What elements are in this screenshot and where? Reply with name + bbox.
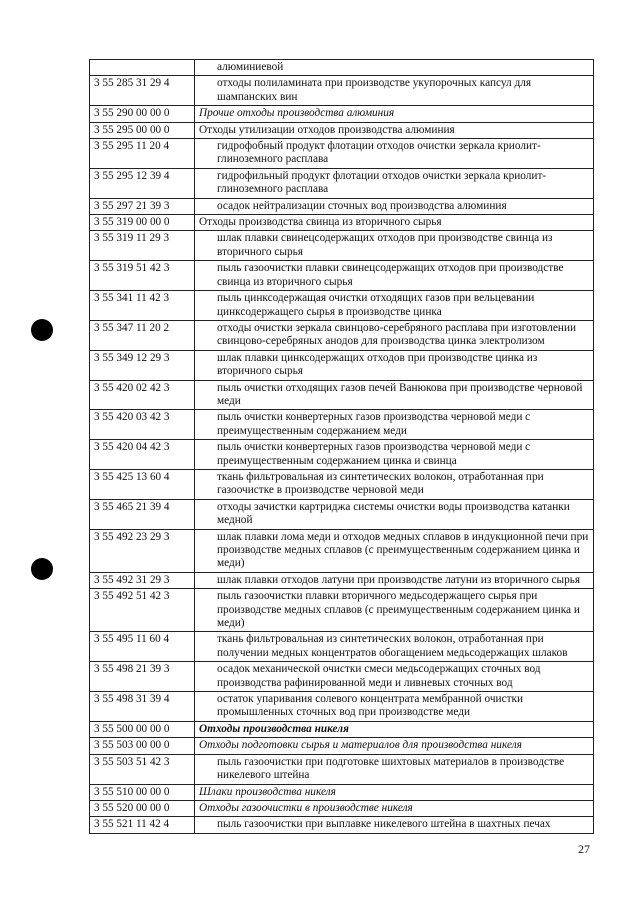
waste-code: 3 55 297 21 39 3 (90, 198, 195, 214)
waste-codes-table (89, 59, 594, 834)
table-row (90, 380, 594, 410)
waste-name: Отходы производства свинца из вторичного сырья (195, 215, 594, 231)
waste-name: осадок механической очистки смеси медьсодержащих сточных вод производства рафинированной меди и ливневых сточных вод (195, 662, 594, 692)
table-row (90, 721, 594, 737)
waste-code: 3 55 420 04 42 3 (90, 440, 195, 470)
table-row (90, 662, 594, 692)
page-number: 27 (578, 842, 590, 856)
waste-code: 3 55 425 13 60 4 (90, 469, 195, 499)
waste-code: 3 55 319 11 29 3 (90, 231, 195, 261)
waste-code: 3 55 347 11 20 2 (90, 320, 195, 350)
waste-name: шлак плавки лома меди и отходов медных сплавов в индукционной печи при производстве медных сплавов (с преимущественным содержанием цинка и меди) (195, 529, 594, 572)
waste-code: 3 55 510 00 00 0 (90, 784, 195, 800)
table-row (90, 350, 594, 380)
waste-code: 3 55 295 12 39 4 (90, 168, 195, 198)
table-row (90, 139, 594, 169)
waste-name: алюминиевой (195, 60, 594, 76)
waste-name: гидрофобный продукт флотации отходов очистки зеркала криолит-глиноземного расплава (195, 139, 594, 169)
waste-code: 3 55 319 51 42 3 (90, 261, 195, 291)
waste-name: шлак плавки отходов латуни при производстве латуни из вторичного сырья (195, 572, 594, 588)
waste-name: отходы зачистки картриджа системы очистки воды производства катанки медной (195, 499, 594, 529)
waste-code: 3 55 349 12 29 3 (90, 350, 195, 380)
waste-name: пыль цинксодержащая очистки отходящих газов при вельцевании цинксодержащего сырья в производстве цинка (195, 291, 594, 321)
table-row (90, 817, 594, 833)
waste-code: 3 55 498 31 39 4 (90, 692, 195, 722)
waste-code: 3 55 495 11 60 4 (90, 632, 195, 662)
waste-code: 3 55 498 21 39 3 (90, 662, 195, 692)
waste-name: Отходы подготовки сырья и материалов для производства никеля (195, 738, 594, 754)
table-row (90, 529, 594, 572)
waste-name: шлак плавки цинксодержащих отходов при производстве цинка из вторичного сырья (195, 350, 594, 380)
table-row (90, 572, 594, 588)
table-row (90, 106, 594, 122)
table-row (90, 410, 594, 440)
waste-name: пыль очистки конвертерных газов производства черновой меди с преимущественным содержанием цинка и свинца (195, 440, 594, 470)
table-row (90, 589, 594, 632)
table-row (90, 632, 594, 662)
waste-name: Прочие отходы производства алюминия (195, 106, 594, 122)
waste-code: 3 55 520 00 00 0 (90, 800, 195, 816)
table-row (90, 692, 594, 722)
waste-name: пыль очистки отходящих газов печей Ванюкова при производстве черновой меди (195, 380, 594, 410)
waste-code: 3 55 492 31 29 3 (90, 572, 195, 588)
waste-name: ткань фильтровальная из синтетических волокон, отработанная при газоочистке в производстве черновой меди (195, 469, 594, 499)
table-row (90, 198, 594, 214)
waste-name: ткань фильтровальная из синтетических волокон, отработанная при получении медных концентратов обогащением медьсодержащих шлаков (195, 632, 594, 662)
table-row (90, 499, 594, 529)
table-row (90, 320, 594, 350)
punch-hole (31, 558, 53, 580)
waste-name: отходы полиламината при производстве укупорочных капсул для шампанских вин (195, 76, 594, 106)
table-row (90, 122, 594, 138)
waste-code: 3 55 521 11 42 4 (90, 817, 195, 833)
waste-name: осадок нейтрализации сточных вод производства алюминия (195, 198, 594, 214)
punch-hole (31, 319, 53, 341)
table-row (90, 754, 594, 784)
waste-name: шлак плавки свинецсодержащих отходов при производстве свинца из вторичного сырья (195, 231, 594, 261)
waste-name: отходы очистки зеркала свинцово-серебряного расплава при изготовлении свинцово-серебряных анодов для производства цинка электролизом (195, 320, 594, 350)
waste-name: остаток упаривания солевого концентрата мембранной очистки промышленных сточных вод при производстве меди (195, 692, 594, 722)
table-row (90, 291, 594, 321)
waste-name: Отходы утилизации отходов производства алюминия (195, 122, 594, 138)
waste-code: 3 55 503 00 00 0 (90, 738, 195, 754)
waste-code: 3 55 319 00 00 0 (90, 215, 195, 231)
table-row (90, 168, 594, 198)
waste-code: 3 55 341 11 42 3 (90, 291, 195, 321)
waste-code: 3 55 420 02 42 3 (90, 380, 195, 410)
table-row (90, 800, 594, 816)
waste-code: 3 55 500 00 00 0 (90, 721, 195, 737)
waste-name: Шлаки производства никеля (195, 784, 594, 800)
waste-name: пыль газоочистки при выплавке никелевого штейна в шахтных печах (195, 817, 594, 833)
waste-name: пыль газоочистки плавки вторичного медьсодержащего сырья при производстве медных сплавов (с преимущественным содержанием цинка и меди) (195, 589, 594, 632)
waste-code: 3 55 492 51 42 3 (90, 589, 195, 632)
waste-code: 3 55 492 23 29 3 (90, 529, 195, 572)
waste-code: 3 55 285 31 29 4 (90, 76, 195, 106)
waste-code: 3 55 290 00 00 0 (90, 106, 195, 122)
waste-name: пыль газоочистки при подготовке шихтовых материалов в производстве никелевого штейна (195, 754, 594, 784)
table-row (90, 738, 594, 754)
table-row (90, 215, 594, 231)
waste-code (90, 60, 195, 76)
waste-code: 3 55 420 03 42 3 (90, 410, 195, 440)
table-row (90, 76, 594, 106)
table-row (90, 60, 594, 76)
waste-name: Отходы производства никеля (195, 721, 594, 737)
waste-code: 3 55 465 21 39 4 (90, 499, 195, 529)
table-row (90, 231, 594, 261)
waste-name: гидрофильный продукт флотации отходов очистки зеркала криолит-глиноземного расплава (195, 168, 594, 198)
table-row (90, 261, 594, 291)
table-row (90, 784, 594, 800)
waste-code: 3 55 295 11 20 4 (90, 139, 195, 169)
waste-name: пыль очистки конвертерных газов производства черновой меди с преимущественным содержанием меди (195, 410, 594, 440)
table-row (90, 469, 594, 499)
waste-name: пыль газоочистки плавки свинецсодержащих отходов при производстве свинца из вторичного сырья (195, 261, 594, 291)
table-row (90, 440, 594, 470)
waste-code: 3 55 503 51 42 3 (90, 754, 195, 784)
waste-name: Отходы газоочистки в производстве никеля (195, 800, 594, 816)
waste-code: 3 55 295 00 00 0 (90, 122, 195, 138)
